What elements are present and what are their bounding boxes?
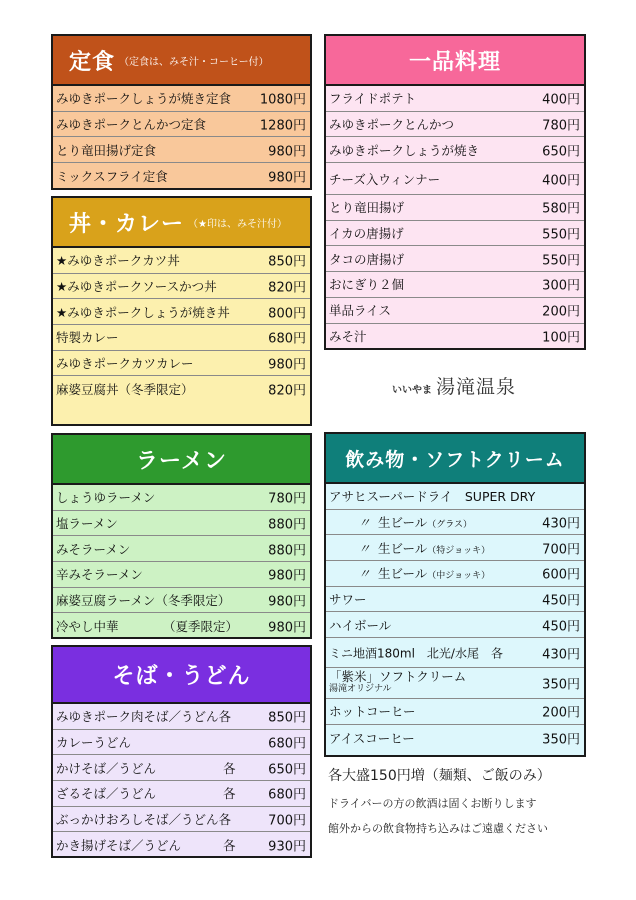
logo-small-text: いいやま [392, 385, 432, 396]
item-price: 700円 [268, 813, 306, 829]
menu-item [326, 324, 584, 350]
item-price: 880円 [268, 517, 306, 533]
item-name: 生ビール（特ジョッキ） [378, 540, 491, 556]
outside-food-note: 館外からの飲食物持ち込みはご遠慮ください [328, 822, 548, 835]
ippin-title: 一品料理 [408, 49, 501, 75]
item-price: 700円 [542, 542, 580, 558]
item-price: 980円 [268, 357, 306, 373]
item-name: ★みゆきポークカツ丼 [56, 253, 180, 269]
logo-main-text: 湯滝温泉 [436, 376, 517, 398]
item-price: 430円 [542, 516, 580, 532]
teishoku-panel [51, 34, 312, 190]
ippin-header [326, 36, 584, 86]
item-price: 850円 [268, 254, 306, 270]
item-name: とり竜田揚げ定食 [56, 142, 157, 158]
item-price: 820円 [268, 383, 306, 399]
item-price: 650円 [542, 144, 580, 160]
don-note: （★印は、みそ汁付） [188, 218, 287, 230]
menu-item [326, 587, 584, 613]
item-name: 特製カレー [56, 330, 119, 346]
item-each: 各 [223, 760, 236, 776]
menu-item [326, 137, 584, 163]
ramen-header [53, 435, 310, 485]
menu-item [326, 535, 584, 561]
don-header [53, 198, 310, 248]
item-price: 780円 [268, 491, 306, 507]
item-price: 350円 [542, 677, 580, 693]
item-price: 880円 [268, 543, 306, 559]
menu-item [326, 561, 584, 587]
don-title: 丼・カレー [69, 211, 185, 237]
item-price: 650円 [268, 762, 306, 778]
item-name: みゆきポークしょうが焼き [329, 142, 480, 158]
soba-panel [51, 645, 312, 858]
item-name: かき揚げそば／うどん [56, 838, 182, 854]
item-name: かけそば／うどん [56, 760, 157, 776]
item-name: 麻婆豆腐ラーメン（冬季限定） [56, 593, 231, 609]
soba-header [53, 647, 310, 704]
item-price: 200円 [542, 304, 580, 320]
item-price: 980円 [268, 620, 306, 636]
item-name: ぶっかけおろしそば／うどん各 [56, 812, 232, 828]
item-name: アイスコーヒー [329, 730, 415, 746]
item-price: 980円 [268, 568, 306, 584]
menu-item [53, 613, 310, 639]
item-name: みゆきポークとんかつ [329, 117, 455, 133]
menu-item [53, 781, 310, 807]
item-price: 100円 [542, 330, 580, 346]
item-price: 850円 [268, 710, 306, 726]
item-price: 430円 [542, 647, 580, 663]
large-portion-note: 各大盛150円増（麺類、ご飯のみ） [328, 768, 551, 784]
item-name: イカの唐揚げ [329, 226, 404, 242]
item-price: 1080円 [259, 92, 306, 108]
item-name: ざるそば／うどん [56, 786, 157, 802]
menu-item [53, 511, 310, 537]
item-name: みゆきポーク肉そば／うどん各 [56, 709, 232, 725]
item-price: 680円 [268, 736, 306, 752]
menu-item [326, 638, 584, 668]
ditto-mark: 〃 [358, 515, 371, 531]
item-price: 550円 [542, 227, 580, 243]
menu-item [326, 699, 584, 725]
item-name: チーズ入ウィンナー [329, 171, 441, 187]
menu-item [53, 832, 310, 858]
item-name: みゆきポークカツカレー [56, 356, 194, 372]
menu-item [53, 137, 310, 163]
teishoku-title: 定食 [69, 49, 116, 75]
menu-item [53, 704, 310, 730]
teishoku-note: （定食は、みそ汁・コーヒー付） [119, 56, 269, 68]
menu-item [53, 755, 310, 781]
item-name: 「紫米」ソフトクリーム 湯滝オリジナル [329, 669, 467, 695]
item-price: 800円 [268, 306, 306, 322]
item-name: とり竜田揚げ [329, 200, 405, 216]
drinks-title: 飲み物・ソフトクリーム [345, 448, 565, 471]
onsen-logo [392, 372, 516, 399]
item-name: みそラーメン [56, 541, 131, 557]
menu-item [326, 221, 584, 247]
item-each: 各 [223, 838, 236, 854]
item-name: みゆきポークしょうが焼き定食 [56, 91, 232, 107]
item-price: 820円 [268, 280, 306, 296]
item-name: みゆきポークとんかつ定食 [56, 117, 207, 133]
driver-note: ドライバーの方の飲酒は固くお断りします [328, 797, 537, 810]
item-each: 各 [223, 786, 236, 802]
menu-item [53, 351, 310, 377]
ditto-mark: 〃 [358, 540, 371, 556]
menu-item [53, 730, 310, 756]
item-price: 350円 [542, 732, 580, 748]
item-price: 1280円 [259, 118, 306, 134]
ramen-title: ラーメン [136, 448, 227, 474]
item-price: 600円 [542, 567, 580, 583]
menu-item [53, 562, 310, 588]
menu-item [326, 668, 584, 699]
menu-item [326, 195, 584, 221]
item-price: 300円 [542, 278, 580, 294]
menu-item [326, 510, 584, 536]
item-name: 生ビール（中ジョッキ） [378, 566, 491, 582]
item-name: みそ汁 [329, 329, 367, 345]
item-name: フライドポテト [329, 91, 417, 107]
item-name: 塩ラーメン [56, 516, 118, 532]
menu-item [53, 376, 310, 402]
teishoku-header [53, 36, 310, 86]
item-price: 680円 [268, 331, 306, 347]
menu-item [53, 485, 310, 511]
menu-item [326, 725, 584, 751]
item-price: 450円 [542, 619, 580, 635]
item-price: 450円 [542, 593, 580, 609]
ditto-mark: 〃 [358, 566, 371, 582]
item-name: 麻婆豆腐丼（冬季限定） [56, 382, 194, 398]
item-price: 980円 [268, 594, 306, 610]
drinks-header [326, 434, 584, 484]
item-price: 580円 [542, 201, 580, 217]
menu-item [326, 612, 584, 638]
ippin-panel [324, 34, 586, 350]
menu-item [326, 246, 584, 272]
menu-item [326, 86, 584, 112]
item-name: カレーうどん [56, 735, 132, 751]
menu-item [53, 325, 310, 351]
menu-item [53, 299, 310, 325]
item-price: 930円 [268, 839, 306, 855]
item-name: しょうゆラーメン [56, 490, 156, 506]
item-name: ★みゆきポークソースかつ丼 [56, 279, 217, 295]
soba-title: そば・うどん [112, 664, 251, 689]
item-name: アサヒスーパードライ SUPER DRY [329, 489, 536, 505]
menu-item [326, 484, 584, 510]
item-name: 生ビール（グラス） [378, 515, 472, 531]
item-name: タコの唐揚げ [329, 251, 405, 267]
item-price: 980円 [268, 170, 306, 186]
menu-item [53, 248, 310, 274]
item-price: 980円 [268, 144, 306, 160]
item-price: 400円 [542, 92, 580, 108]
menu-item [326, 298, 584, 324]
item-price: 200円 [542, 705, 580, 721]
menu-item [326, 163, 584, 195]
item-name: おにぎり２個 [329, 277, 405, 293]
menu-item [53, 86, 310, 112]
item-price: 680円 [268, 787, 306, 803]
item-name: ミックスフライ定食 [56, 168, 168, 184]
item-name: 冷やし中華 [56, 619, 119, 635]
item-price: 550円 [542, 253, 580, 269]
item-name: ホットコーヒー [329, 704, 416, 720]
menu-item [326, 272, 584, 298]
menu-item [326, 112, 584, 138]
ramen-panel [51, 433, 312, 639]
menu-item [53, 112, 310, 138]
drinks-panel [324, 432, 586, 757]
menu-item [53, 588, 310, 614]
item-name: ミニ地酒180ml 北光/水尾 各 [329, 646, 503, 661]
menu-item [53, 536, 310, 562]
don-panel [51, 196, 312, 426]
item-season: （夏季限定） [163, 619, 239, 635]
item-price: 780円 [542, 118, 580, 134]
item-name: ハイボール [329, 617, 392, 633]
item-price: 400円 [542, 173, 580, 189]
item-name: ★みゆきポークしょうが焼き丼 [56, 304, 230, 320]
item-name: 辛みそラーメン [56, 567, 143, 583]
menu-item [53, 163, 310, 189]
item-name: 単品ライス [329, 303, 392, 319]
item-name: サワー [329, 592, 367, 608]
menu-item [53, 274, 310, 300]
menu-item [53, 807, 310, 833]
